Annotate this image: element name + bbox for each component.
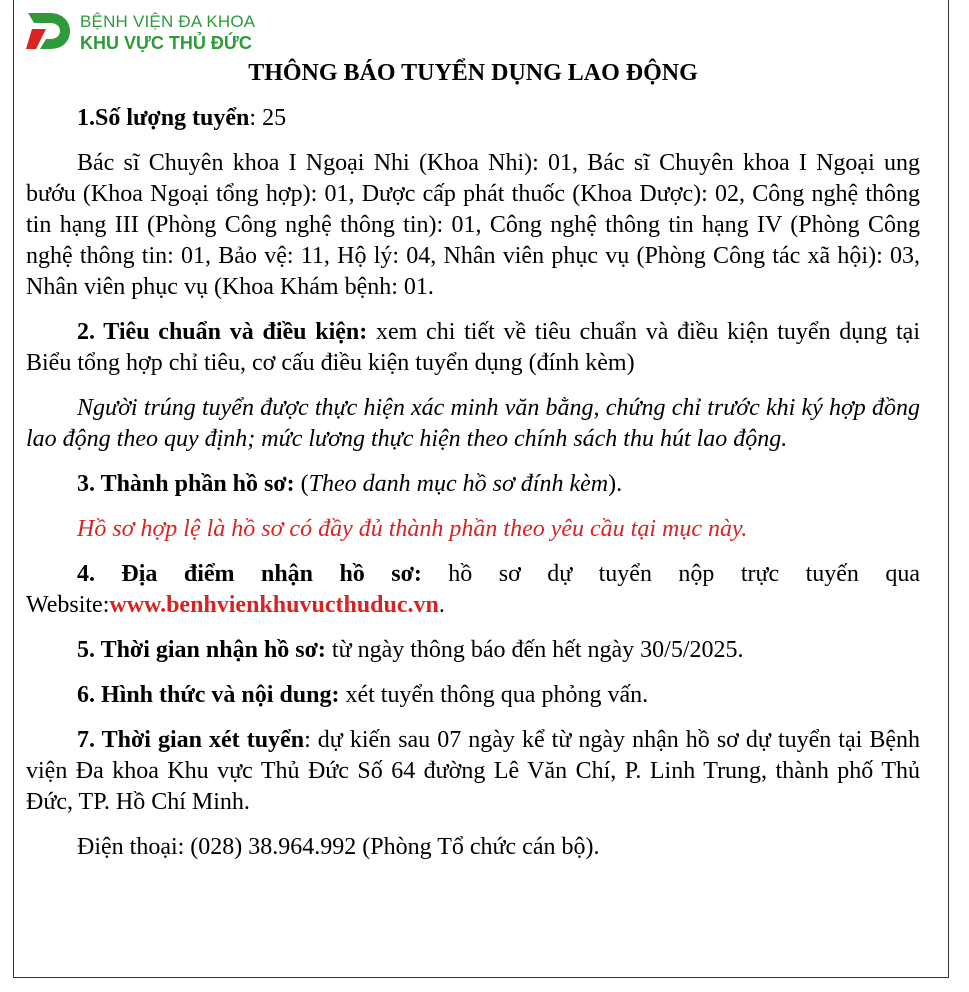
announcement-body — [26, 58, 920, 877]
logo-line-2: KHU VỰC THỦ ĐỨC — [80, 33, 252, 53]
logo-line-1: BỆNH VIỆN ĐA KHOA — [80, 12, 256, 31]
section-4-end: . — [438, 592, 445, 618]
section-3 — [26, 469, 920, 500]
phone-line: Điện thoại: (028) 38.964.992 (Phòng Tổ chức cán bộ). — [77, 834, 600, 860]
website-link[interactable]: www.benhvienkhuvucthuduc.vn — [109, 592, 439, 618]
section-6-text: xét tuyển thông qua phỏng vấn. — [339, 682, 649, 708]
section-3-open: ( — [294, 471, 309, 497]
section-4 — [26, 559, 920, 621]
section-7 — [26, 725, 920, 818]
hospital-logo-icon — [24, 9, 72, 53]
section-1-label: 1.Số lượng tuyển — [77, 105, 250, 131]
section-1-detail: Bác sĩ Chuyên khoa I Ngoại Nhi (Khoa Nhi): 01, Bác sĩ Chuyên khoa I Ngoại ung bướu (Khoa Ngoại tổng hợp): 01, Dược cấp phát thuốc (Khoa Dược): 02, Công nghệ thông tin hạng III (Phòng Công nghệ thông tin): 01, Công nghệ thông tin hạng IV (Phòng Công nghệ thông tin: 01, Bảo vệ: 11, Hộ lý: 04, Nhân viên phục vụ (Phòng Công tác xã hội): 03, Nhân viên phục vụ (Khoa Khám bệnh: 01. — [26, 150, 920, 300]
section-5-text: từ ngày thông báo đến hết ngày 30/5/2025. — [325, 637, 744, 663]
section-1-heading — [26, 103, 920, 134]
section-2-text: xem chi tiết về tiêu chuẩn và điều kiện tuyển dụng tại Biểu tổng hợp chỉ tiêu, cơ cấu điều kiện tuyển dụng (đính kèm) — [26, 319, 921, 376]
section-2 — [26, 317, 920, 379]
section-3-close: ). — [608, 471, 623, 497]
section-7-text: : dự kiến sau 07 ngày kể từ ngày nhận hồ sơ dự tuyển tại Bệnh viện Đa khoa Khu vực Thủ Đức Số 64 đường Lê Văn Chí, P. Linh Trung, thành phố Thủ Đức, TP. Hồ Chí Minh. — [26, 727, 920, 815]
section-4-text: hồ sơ dự tuyển nộp trực tuyến qua Website: — [26, 561, 921, 618]
section-2-label: 2. Tiêu chuẩn và điều kiện: — [77, 319, 368, 345]
document-title: THÔNG BÁO TUYỂN DỤNG LAO ĐỘNG — [248, 60, 698, 86]
section-2-note: Người trúng tuyển được thực hiện xác minh văn bằng, chứng chỉ trước khi ký hợp đồng lao động theo quy định; mức lương thực hiện theo chính sách thu hút lao động. — [26, 395, 920, 452]
section-5 — [26, 635, 920, 666]
section-3-text: Theo danh mục hồ sơ đính kèm — [308, 471, 609, 497]
section-5-label: 5. Thời gian nhận hồ sơ: — [77, 637, 326, 663]
section-6-label: 6. Hình thức và nội dung: — [77, 682, 340, 708]
hospital-logo — [24, 9, 254, 53]
section-7-label: 7. Thời gian xét tuyển — [77, 727, 305, 753]
section-1-value: : 25 — [249, 105, 287, 131]
section-4-label: 4. Địa điểm nhận hồ sơ: — [77, 561, 422, 587]
section-3-label: 3. Thành phần hồ sơ: — [77, 471, 295, 497]
section-3-note: Hồ sơ hợp lệ là hồ sơ có đầy đủ thành phần theo yêu cầu tại mục này. — [77, 516, 748, 542]
section-6 — [26, 680, 920, 711]
